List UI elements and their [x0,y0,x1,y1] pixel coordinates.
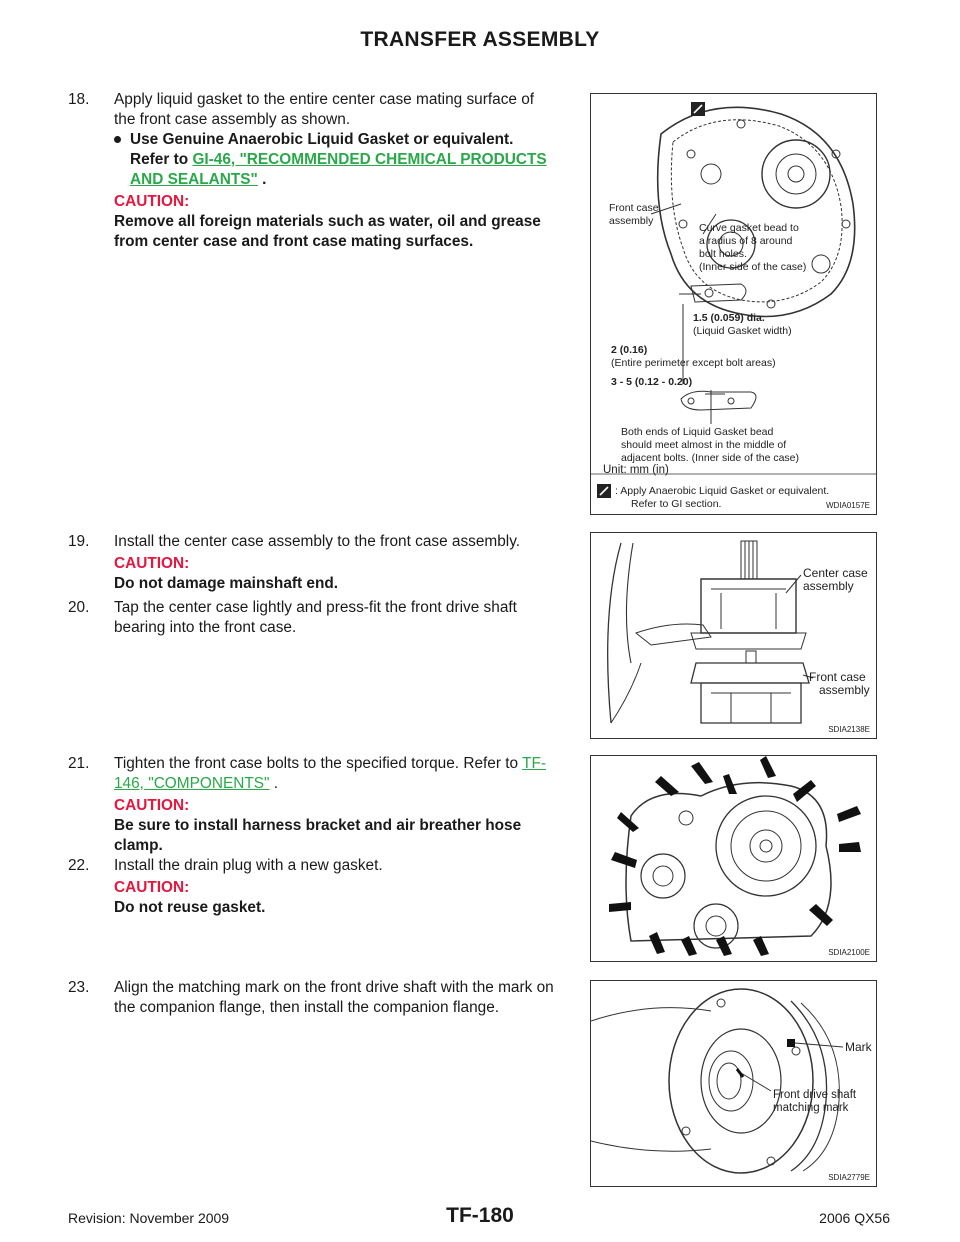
bullet-genuine-gasket [114,130,576,190]
step-21 [68,754,576,794]
label-diameter: 1.5 (0.059) dia. (Liquid Gasket width) [693,312,792,337]
bullet-text: Use Genuine Anaerobic Liquid Gasket or equivalent. [130,131,514,148]
label-range: 3 - 5 (0.12 - 0.20) [611,376,693,388]
step-number: 21. [68,755,90,772]
figure-companion-flange [590,980,877,1187]
footer-model: 2006 QX56 [819,1210,890,1226]
caution-22 [114,878,576,918]
step-text-cont: the front case assembly as shown. [114,111,351,128]
step-text: Install the center case assembly to the front case assembly. [114,533,521,550]
label-center-case: Center case assembly [803,566,868,593]
caution-text: Do not reuse gasket. [114,899,266,916]
figure-code: SDIA2100E [828,948,870,957]
step-text: Install the drain plug with a new gasket. [114,857,383,874]
caution-text-cont: from center case and front case mating surfaces. [114,233,474,250]
label-curve-gasket: Curve gasket bead to a radius of 8 around bolt holes. (Inner side of the case) [699,222,807,273]
refer-text: Refer to [130,151,189,168]
label-front-case: Front case assembly [609,202,659,227]
step-text: Tighten the front case bolts to the specified torque. Refer to [114,755,519,772]
step-22 [68,856,576,876]
caution-label: CAUTION: [114,555,190,572]
link-gi-46[interactable]: GI-46, "RECOMMENDED CHEMICAL PRODUCTS [192,151,547,168]
step-text-cont: the companion flange, then install the companion flange. [114,999,500,1016]
caution-label: CAUTION: [114,193,190,210]
figure-code: SDIA2138E [828,725,870,734]
step-number: 23. [68,979,90,996]
step-text: Tap the center case lightly and press-fit the front drive shaft [114,599,517,616]
bolt-location-illustration [591,756,876,961]
link-gi-46-cont[interactable]: AND SEALANTS" [130,171,258,188]
step-23 [68,978,576,1018]
footer-page-number: TF-180 [446,1204,514,1227]
caution-text: Do not damage mainshaft end. [114,575,339,592]
footer-revision: Revision: November 2009 [68,1210,230,1226]
label-front-case: Front case assembly [809,670,870,697]
bullet-dot-icon [114,136,121,143]
label-bead-ends: Both ends of Liquid Gasket bead should meet almost in the middle of adjacent bolts. (Inner side of the case) [621,426,800,464]
step-number: 18. [68,91,90,108]
page-title: TRANSFER ASSEMBLY [360,28,600,51]
caution-label: CAUTION: [114,797,190,814]
step-text: Apply liquid gasket to the entire center case mating surface of [114,91,535,108]
figure-center-case-install [590,532,877,739]
caution-text: Be sure to install harness bracket and air breather hose [114,817,522,834]
step-text-cont: bearing into the front case. [114,619,297,636]
caution-21 [114,796,576,856]
period: . [257,171,267,188]
caution-label: CAUTION: [114,879,190,896]
caution-18 [114,192,576,252]
companion-flange-illustration [591,981,876,1186]
step-number: 19. [68,533,90,550]
step-19 [68,532,576,552]
link-tf-146[interactable]: TF- [522,755,547,772]
label-legend: : Apply Anaerobic Liquid Gasket or equivalent. Refer to GI section. [615,485,830,510]
figure-gasket-diagram [590,93,877,515]
step-number: 22. [68,857,90,874]
caution-text-cont: clamp. [114,837,163,854]
label-unit: Unit: mm (in) [603,464,669,476]
label-matching-mark: Front drive shaft matching mark [773,1089,857,1114]
figure-code: SDIA2779E [828,1173,870,1182]
label-mark: Mark [845,1040,872,1054]
step-20 [68,598,576,638]
center-case-illustration [591,533,876,738]
link-tf-146-cont[interactable]: 146, "COMPONENTS" [114,775,270,792]
step-text: Align the matching mark on the front drive shaft with the mark on [114,979,554,996]
caution-19 [114,554,576,594]
caution-text: Remove all foreign materials such as water, oil and grease [114,213,541,230]
label-perimeter: 2 (0.16) (Entire perimeter except bolt areas) [611,344,776,369]
figure-code: WDIA0157E [825,501,870,510]
step-number: 20. [68,599,90,616]
figure-front-case-bolts [590,755,877,962]
period: . [269,775,279,792]
step-18 [68,90,576,130]
